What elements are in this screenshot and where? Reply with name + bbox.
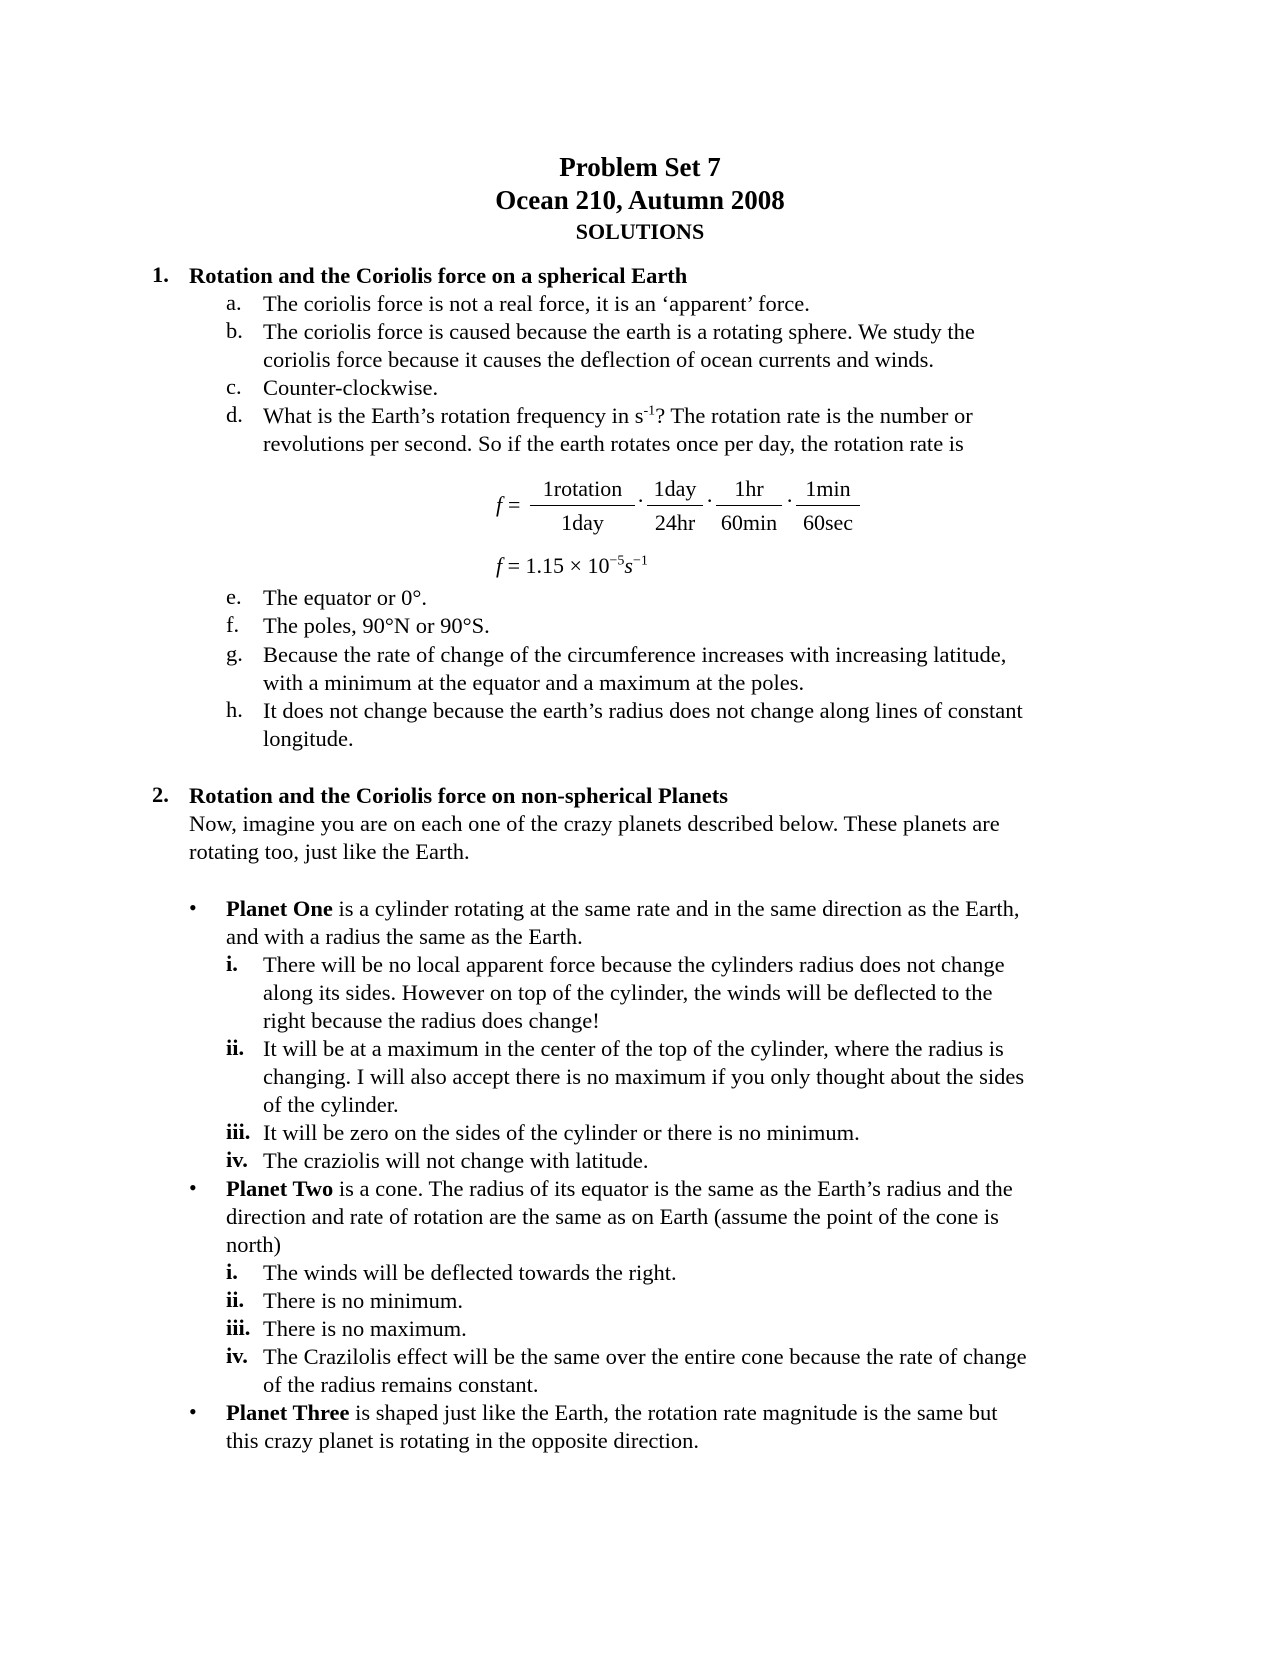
fraction-denominator: 60sec <box>802 510 854 535</box>
p2-ii-text: There is no minimum. <box>263 1288 463 1313</box>
fraction-denominator: 24hr <box>654 510 696 535</box>
planet-two-line2: direction and rate of rotation are the same as on Earth (assume the point of the cone is <box>226 1204 999 1229</box>
fraction-numerator: 1hr <box>716 476 782 506</box>
q1h-line2: longitude. <box>263 726 354 751</box>
q1-heading: Rotation and the Coriolis force on a spherical Earth <box>189 263 688 288</box>
q1g-line1: Because the rate of change of the circumference increases with increasing latitude, <box>263 642 1007 667</box>
p1-iii-text: It will be zero on the sides of the cylinder or there is no minimum. <box>263 1120 860 1145</box>
p2-iv-line1: The Crazilolis effect will be the same over the entire cone because the rate of change <box>263 1344 1027 1369</box>
q1g-label: g. <box>226 641 243 666</box>
q1a-text: The coriolis force is not a real force, it is an ‘apparent’ force. <box>263 291 810 316</box>
p1-ii-label: ii. <box>226 1035 245 1060</box>
p2-iii-label: iii. <box>226 1315 251 1340</box>
result-value: 1.15 × 10 <box>525 553 610 578</box>
q1d-line2: revolutions per second. So if the earth rotates once per day, the rotation rate is <box>263 431 964 456</box>
fraction-hour-per-minutes <box>716 476 782 536</box>
bullet-planet-two: • <box>189 1175 197 1200</box>
q1a-label: a. <box>226 290 242 315</box>
planet-three-line2: this crazy planet is rotating in the opposite direction. <box>226 1428 700 1453</box>
p1-iv-text: The craziolis will not change with latitude. <box>263 1148 649 1173</box>
p1-i-line2: along its sides. However on top of the cylinder, the winds will be deflected to the <box>263 980 993 1005</box>
q1d-label: d. <box>226 402 243 427</box>
q1f-text: The poles, 90°N or 90°S. <box>263 613 490 638</box>
formula-result <box>496 553 648 579</box>
fraction-denominator: 60min <box>720 510 778 535</box>
fraction-minute-per-seconds <box>796 476 860 536</box>
formula-equals: = <box>508 492 521 517</box>
planet-one-name: Planet One <box>226 896 333 921</box>
fraction-denominator: 1day <box>561 510 604 535</box>
p1-ii-line2: changing. I will also accept there is no maximum if you only thought about the sides <box>263 1064 1025 1089</box>
q1e-label: e. <box>226 584 242 609</box>
q1b-label: b. <box>226 318 243 343</box>
q1-number: 1. <box>152 262 169 287</box>
q1d-line1 <box>263 402 973 430</box>
q1b-line2: coriolis force because it causes the deflection of ocean currents and winds. <box>263 347 934 372</box>
planet-one-text: is a cylinder rotating at the same rate and in the same direction as the Earth, <box>332 896 1020 921</box>
q1g-line2: with a minimum at the equator and a maximum at the poles. <box>263 670 805 695</box>
planet-one-line1 <box>226 895 1020 923</box>
q1e-text: The equator or 0°. <box>263 585 427 610</box>
bullet-planet-one: • <box>189 895 197 920</box>
fraction-day-per-hours <box>647 476 703 536</box>
q1c-label: c. <box>226 374 242 399</box>
q2-heading: Rotation and the Coriolis force on non-spherical Planets <box>189 783 728 808</box>
course-title: Ocean 210, Autumn 2008 <box>495 185 785 215</box>
p1-i-label: i. <box>226 951 238 976</box>
p2-i-text: The winds will be deflected towards the right. <box>263 1260 677 1285</box>
q1f-label: f. <box>226 612 240 637</box>
fraction-numerator: 1min <box>796 476 860 506</box>
p1-ii-line3: of the cylinder. <box>263 1092 399 1117</box>
result-unit-exponent: −1 <box>632 553 648 569</box>
p2-ii-label: ii. <box>226 1287 245 1312</box>
p1-iii-label: iii. <box>226 1119 251 1144</box>
result-equals: = <box>507 553 521 578</box>
formula-dot: · <box>706 488 714 513</box>
q1h-line1: It does not change because the earth’s radius does not change along lines of constant <box>263 698 1023 723</box>
fraction-numerator: 1rotation <box>530 476 635 506</box>
solutions-subtitle: SOLUTIONS <box>575 219 705 244</box>
p2-iv-line2: of the radius remains constant. <box>263 1372 539 1397</box>
p2-iv-label: iv. <box>226 1343 248 1368</box>
planet-one-line2: and with a radius the same as the Earth. <box>226 924 583 949</box>
document-title: Problem Set 7 <box>559 152 721 182</box>
p2-i-label: i. <box>226 1259 238 1284</box>
planet-two-text: is a cone. The radius of its equator is the same as the Earth’s radius and the <box>333 1176 1013 1201</box>
result-exponent: −5 <box>609 553 625 569</box>
formula-f: f <box>496 492 503 517</box>
q2-intro-line1: Now, imagine you are on each one of the crazy planets described below. These planets are <box>189 811 1000 836</box>
q1d-line1-sup: -1 <box>643 403 656 419</box>
bullet-planet-three: • <box>189 1399 197 1424</box>
q1d-line1-pre: What is the Earth’s rotation frequency in s <box>263 403 644 428</box>
result-unit: s <box>624 553 633 578</box>
planet-two-line3: north) <box>226 1232 281 1257</box>
q1h-label: h. <box>226 697 243 722</box>
planet-three-text: is shaped just like the Earth, the rotation rate magnitude is the same but <box>349 1400 998 1425</box>
q1c-text: Counter-clockwise. <box>263 375 439 400</box>
planet-two-line1 <box>226 1175 1013 1203</box>
q2-intro-line2: rotating too, just like the Earth. <box>189 839 470 864</box>
result-f: f <box>496 553 503 578</box>
p1-i-line3: right because the radius does change! <box>263 1008 600 1033</box>
formula-dot: · <box>637 488 645 513</box>
q2-number: 2. <box>152 782 169 807</box>
p1-ii-line1: It will be at a maximum in the center of the top of the cylinder, where the radius is <box>263 1036 1004 1061</box>
fraction-rotation-per-day <box>530 476 635 536</box>
q1b-line1: The coriolis force is caused because the earth is a rotating sphere. We study the <box>263 319 975 344</box>
p1-iv-label: iv. <box>226 1147 248 1172</box>
planet-three-name: Planet Three <box>226 1400 350 1425</box>
fraction-numerator: 1day <box>647 476 703 506</box>
q1d-line1-post: ? The rotation rate is the number or <box>655 403 973 428</box>
planet-two-name: Planet Two <box>226 1176 334 1201</box>
formula-dot: · <box>786 488 794 513</box>
p2-iii-text: There is no maximum. <box>263 1316 467 1341</box>
planet-three-line1 <box>226 1399 998 1427</box>
p1-i-line1: There will be no local apparent force because the cylinders radius does not change <box>263 952 1005 977</box>
